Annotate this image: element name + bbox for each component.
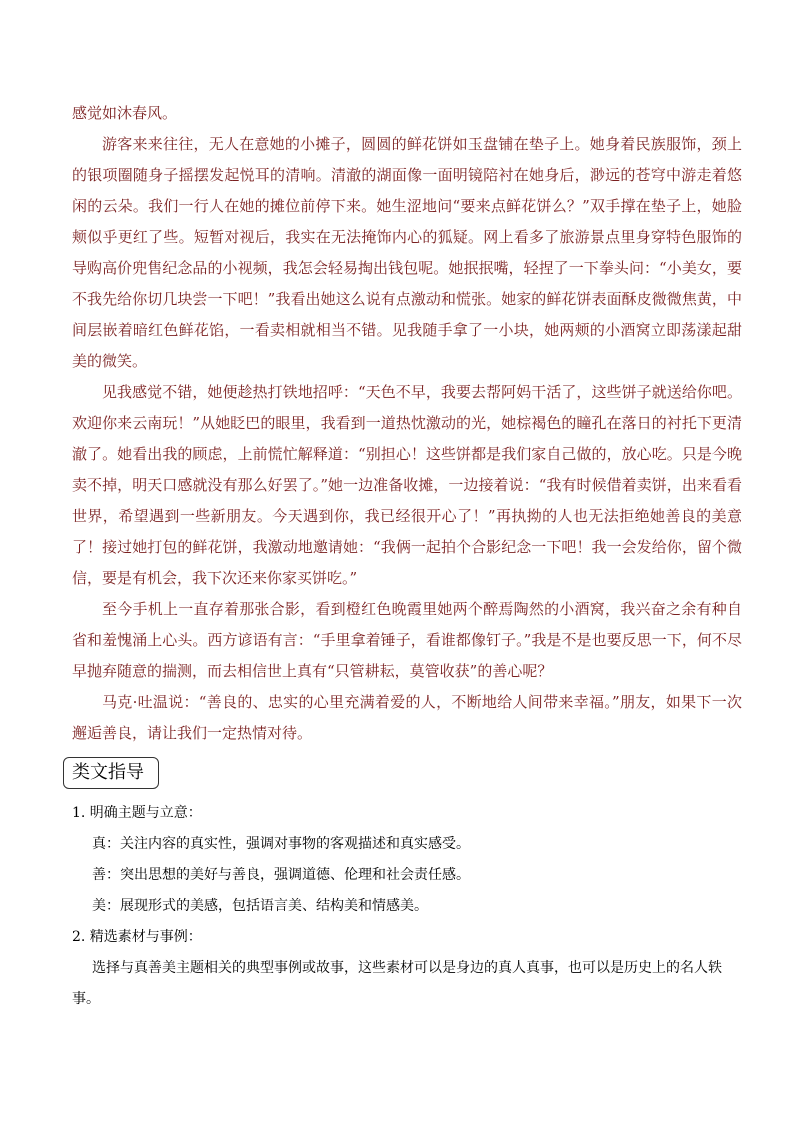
essay-paragraph-4: 至今手机上一直存着那张合影，看到橙红色晚霞里她两个醉焉陶然的小酒窝，我兴奋之余有种自省和羞愧涌上心头。西方谚语有言：“手里拿着锤子，看谁都像钉子。”我是不是也要反思一下，何不尽早抛弃随意的揣测，而去相信世上真有“只管耕耘，莫管收获”的善心呢？ <box>72 600 742 680</box>
essay-paragraph-2: 游客来来往往，无人在意她的小摊子，圆圆的鲜花饼如玉盘铺在垫子上。她身着民族服饰，颈上的银项圈随身子摇摆发起悦耳的清响。清澈的湖面像一面明镜陪衬在她身后，渺远的苍穹中游走着悠闲的云朵。我们一行人在她的摊位前停下来。她生涩地问“要来点鲜花饼么？”双手撑在垫子上，她脸颊似乎更红了些。短暂对视后，我实在无法掩饰内心的狐疑。网上看多了旅游景点里身穿特色服饰的导购高价兜售纪念品的小视频，我怎会轻易掏出钱包呢。她抿抿嘴，轻捏了一下拳头问：“小美女，要不我先给你切几块尝一下吧！”我看出她这么说有点激动和慌张。她家的鲜花饼表面酥皮微微焦黄，中间层嵌着暗红色鲜花馅，一看卖相就相当不错。见我随手拿了一小块，她两颊的小酒窝立即荡漾起甜美的微笑。 <box>72 135 742 370</box>
section-heading-tag: 类文指导 <box>63 757 159 789</box>
guide-item-1-heading: 1. 明确主题与立意： <box>72 805 202 821</box>
essay-paragraph-5: 马克·吐温说：“善良的、忠实的心里充满着爱的人，不断地给人间带来幸福。”朋友，如果下一次邂逅善良，请让我们一定热情对待。 <box>72 693 742 742</box>
essay-body <box>72 98 742 749</box>
guide-point-truth: 真：关注内容的真实性，强调对事物的客观描述和真实感受。 <box>92 836 470 852</box>
guide-point-goodness: 善：突出思想的美好与善良，强调道德、伦理和社会责任感。 <box>92 867 470 883</box>
guide-point-beauty: 美：展现形式的美感，包括语言美、结构美和情感美。 <box>92 898 428 914</box>
guide-item-2-heading: 2. 精选素材与事例： <box>72 929 202 945</box>
essay-paragraph-1: 感觉如沐春风。 <box>72 104 178 122</box>
essay-paragraph-3: 见我感觉不错，她便趁热打铁地招呼：“天色不早，我要去帮阿妈干活了，这些饼子就送给你吧。欢迎你来云南玩！”从她眨巴的眼里，我看到一道热忱激动的光，她棕褐色的瞳孔在落日的衬托下更清澈了。她看出我的顾虑，上前慌忙解释道：“别担心！这些饼都是我们家自己做的，放心吃。只是今晚卖不掉，明天口感就没有那么好罢了。”她一边准备收摊，一边接着说：“我有时候借着卖饼，出来看看世界，希望遇到一些新朋友。今天遇到你，我已经很开心了！”再执拗的人也无法拒绝她善良的美意了！接过她打包的鲜花饼，我激动地邀请她：“我俩一起拍个合影纪念一下吧！我一会发给你，留个微信，要是有机会，我下次还来你家买饼吃。” <box>72 383 742 587</box>
guide-item-2-body: 选择与真善美主题相关的典型事例或故事，这些素材可以是身边的真人真事，也可以是历史上的名人轶事。 <box>72 960 722 1007</box>
writing-guide <box>72 798 742 1015</box>
